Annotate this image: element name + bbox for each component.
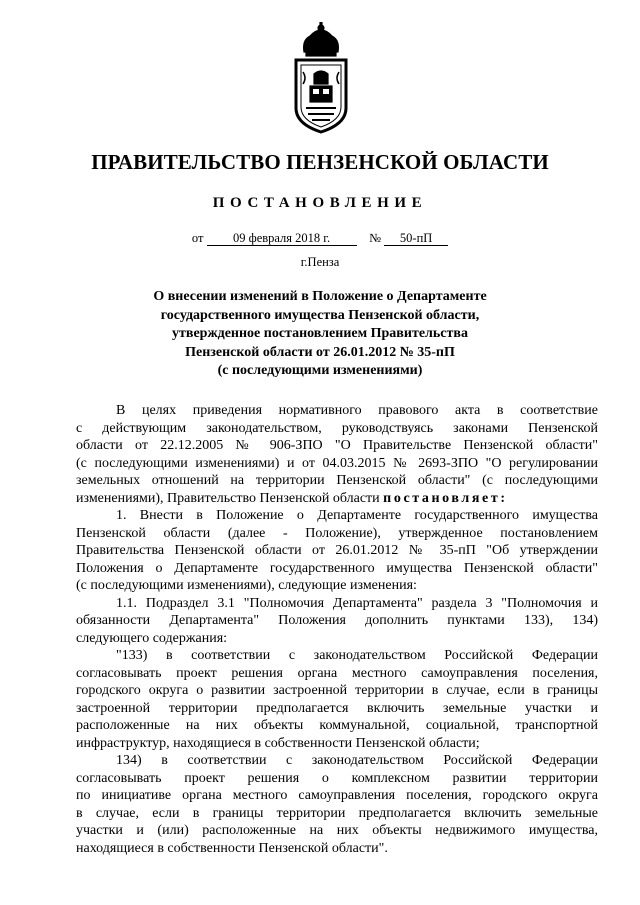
body-line: 1. Внести в Положение о Департаменте государственного имущества <box>116 508 598 523</box>
body-line: Положения о Департаменте государственного имущества Пензенской области" <box>76 560 598 576</box>
item-1-paragraph <box>76 507 598 595</box>
subject-line: (с последующими изменениями) <box>217 363 423 378</box>
body-line: участки и (или) расположенные на них объекты недвижимого имущества, <box>76 823 598 838</box>
body-line: застроенной территории предполагается включить земельные участки и <box>76 700 598 716</box>
document-subject <box>0 288 640 381</box>
resolves-word: постановляет: <box>383 490 508 506</box>
body-line: с действующим законодательством, руководствуясь законами Пензенской <box>76 420 598 436</box>
penza-region-coat-of-arms-icon <box>290 22 352 134</box>
item-1-1-paragraph <box>76 595 598 648</box>
body-line: 1.1. Подраздел 3.1 "Полномочия Департамента" раздела 3 "Полномочия и <box>116 595 598 611</box>
body-line: находящиеся в собственности Пензенской области". <box>76 840 388 856</box>
body-line: Пензенской области (далее - Положение), утвержденное постановлением <box>76 525 598 541</box>
subject-line: утвержденное постановлением Правительства <box>172 326 468 341</box>
body-line: (с последующими изменениями), следующие изменения: <box>76 578 417 593</box>
body-line: В целях приведения нормативного правового акта в соответствие <box>116 403 598 418</box>
document-number: 50-пП <box>384 231 448 246</box>
body-line: Правительства Пензенской области от 26.01.2012 № 35-пП "Об утверждении <box>76 543 598 558</box>
government-title: ПРАВИТЕЛЬСТВО ПЕНЗЕНСКОЙ ОБЛАСТИ <box>91 150 549 174</box>
point-134-paragraph <box>76 752 598 857</box>
point-133-paragraph <box>76 647 598 752</box>
body-line: по инициативе органа местного самоуправления поселения, городского округа <box>76 788 598 803</box>
body-line: обязанности Департамента" Положения дополнить пунктами 133), 134) <box>76 613 598 628</box>
body-line: в случае, если в границы территории предполагается включить земельные <box>76 805 598 821</box>
body-line <box>76 490 598 508</box>
body-line: области от 22.12.2005 № 906-ЗПО "О Правительстве Пензенской области" <box>76 438 598 453</box>
body-line: 134) в соответствии с законодательством Российской Федерации <box>116 753 598 768</box>
body-line: городского округа о развитии застроенной территории в случае, если в границы <box>76 683 598 698</box>
document-type: ПОСТАНОВЛЕНИЕ <box>212 195 428 211</box>
number-prefix: № <box>369 231 381 245</box>
body-line: земельных отношений на территории Пензенской области" (с последующими <box>76 473 598 488</box>
body-line: "133) в соответствии с законодательством Российской Федерации <box>116 648 598 663</box>
subject-line: Пензенской области от 26.01.2012 № 35-пП <box>185 344 455 360</box>
body-line: инфраструктур, находящиеся в собственности Пензенской области; <box>76 735 480 751</box>
document-city: г.Пенза <box>300 255 340 269</box>
preamble-last-line: изменениями), Правительство Пензенской области <box>76 490 380 506</box>
body-line: расположенные на них объекты коммунальной, социальной, транспортной <box>76 718 598 733</box>
preamble-paragraph <box>76 402 598 507</box>
subject-line: государственного имущества Пензенской области, <box>160 307 480 323</box>
body-line: следующего содержания: <box>76 630 228 646</box>
body-line: (с последующими изменениями) и от 04.03.2015 № 2693-ЗПО "О регулировании <box>76 455 598 471</box>
subject-line: О внесении изменений в Положение о Департаменте <box>153 289 487 304</box>
date-number-line <box>0 231 640 246</box>
document-body <box>76 402 598 857</box>
body-line: согласовывать проект решения органа местного самоуправления поселения, <box>76 665 598 681</box>
document-date: 09 февраля 2018 г. <box>207 231 357 246</box>
date-prefix: от <box>191 231 204 245</box>
body-line: согласовывать проект решения о комплексном развитии территории <box>76 770 598 786</box>
